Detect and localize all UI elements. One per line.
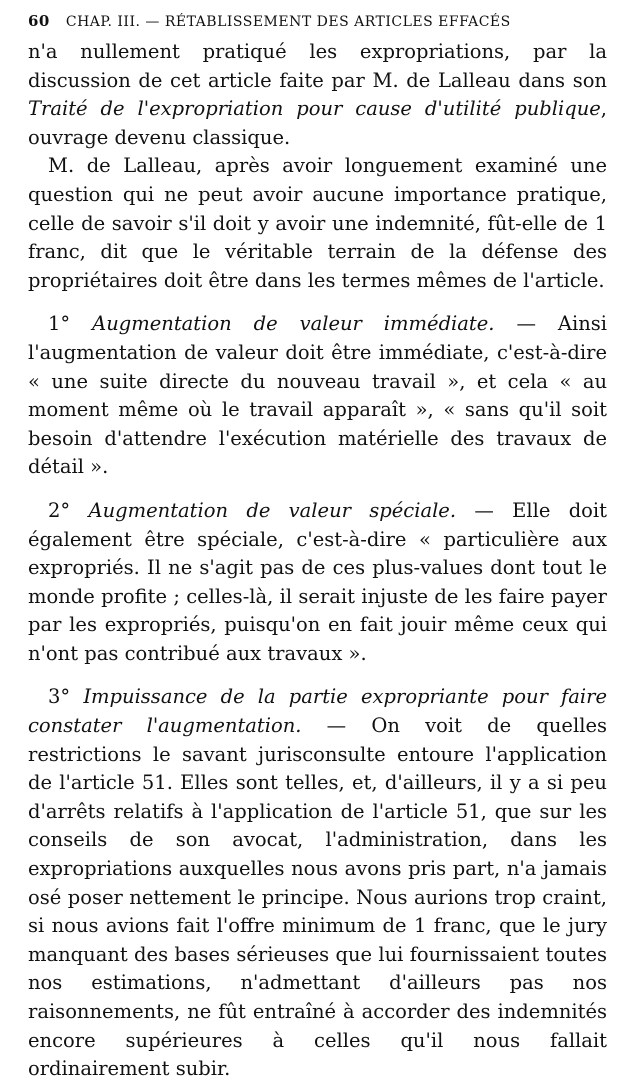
section-immediate (28, 310, 607, 482)
section-number: 3° (48, 685, 71, 709)
page-number: 60 (28, 12, 50, 30)
section-heading: Augmentation de valeur spéciale. (88, 498, 457, 522)
book-title-italic: Traité de l'expropriation pour cause d'utilité publique (28, 97, 601, 121)
paragraph-text: n'a nullement pratiqué les expropriations, par la discussion de cet article faite par M. de Lalleau dans son (28, 40, 607, 92)
section-number: 2° (48, 498, 71, 522)
section-special (28, 497, 607, 669)
section-heading: Augmentation de valeur immédiate. (92, 312, 495, 336)
running-header (28, 12, 607, 38)
paragraph-text: — Elle doit également être spéciale, c'est-à-dire « particulière aux expropriés. Il ne s'agit pas de ces plus-values dont tout le monde profite ; celles-là, il serait injuste de les faire payer par les expropriés, puisqu'on en fait jouir même ceux qui n'ont pas contribué aux travaux ». (28, 498, 607, 665)
section-number: 1° (48, 312, 71, 336)
section-impuissance (28, 683, 607, 1083)
paragraph-continued (28, 38, 607, 152)
paragraph-text: — On voit de quelles restrictions le savant jurisconsulte entoure l'application de l'article 51. Elles sont telles, et, d'ailleurs, il y a si peu d'arrêts relatifs à l'application de l'article 51, que sur les conseils de son avocat, l'administration, dans les expropriations auxquelles nous avons pris part, n'a jamais osé poser nettement le principe. Nous aurions trop craint, si nous avions fait l'offre minimum de 1 franc, que le jury manquant des bases sérieuses que lui fournissaient toutes nos estimations, n'admettant d'ailleurs pas nos raisonnements, ne fût entraîné à accorder des indemnités encore supérieures à celles qu'il nous fallait ordinairement subir. (28, 714, 607, 1081)
section-heading: Impuissance de la partie expropriante pour faire constater l'augmentation. (28, 685, 607, 738)
paragraph-lalleau (28, 152, 607, 295)
running-title: CHAP. III. — RÉTABLISSEMENT DES ARTICLES EFFACÉS (65, 14, 511, 30)
paragraph-text: , ouvrage devenu classique. (28, 97, 607, 149)
paragraph-text: M. de Lalleau, après avoir longuement examiné une question qui ne peut avoir aucune importance pratique, celle de savoir s'il doit y avoir une indemnité, fût-elle de 1 franc, dit que le véritable terrain de la défense des propriétaires doit être dans les termes mêmes de l'article. (28, 154, 607, 292)
paragraph-text: — Ainsi l'augmentation de valeur doit être immédiate, c'est-à-dire « une suite directe du nouveau travail », et cela « au moment même où le travail apparaît », « sans qu'il soit besoin d'attendre l'exécution matérielle des travaux de détail ». (28, 312, 607, 479)
